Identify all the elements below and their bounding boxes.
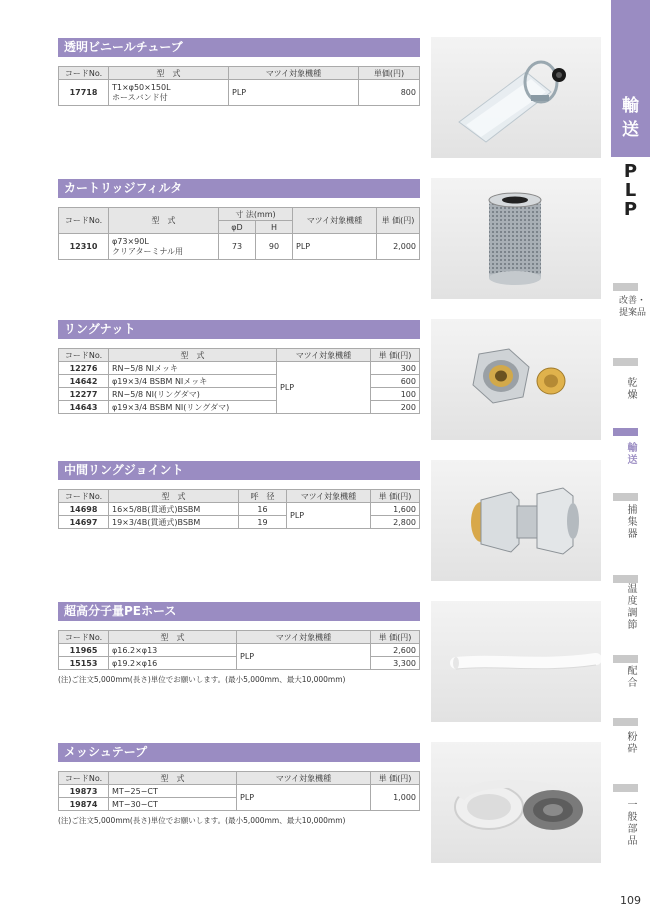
tab-marker <box>613 718 638 726</box>
tab-blending[interactable]: 配 合 <box>627 666 638 689</box>
col-dimensions: 寸 法(mm) <box>219 208 293 221</box>
col-code: コードNo. <box>59 208 109 234</box>
model-cell: φ19.2×φ16 <box>109 657 237 670</box>
section-title: リングナット <box>58 320 420 339</box>
price-cell: 2,600 <box>371 644 420 657</box>
pe-hose-photo <box>431 601 601 722</box>
tab-marker <box>613 358 638 366</box>
tab-marker <box>613 283 638 291</box>
model-cell: φ73×90L クリアターミナル用 <box>109 234 219 260</box>
col-diameter: φD <box>219 221 256 234</box>
side-active-category: 輸 送 <box>611 0 650 157</box>
table-row <box>59 644 420 657</box>
order-note: (注)ご注文5,000mm(長さ)単位でお願いします。(最小5,000mm、最大10,000mm) <box>58 816 346 825</box>
section-title: メッシュテープ <box>58 743 420 762</box>
model-cell: 19×3/4B(貫通式)BSBM <box>109 516 239 529</box>
product-table <box>58 630 420 670</box>
section-title: 中間リングジョイント <box>58 461 420 480</box>
col-model: 型 式 <box>109 67 229 80</box>
price-cell: 300 <box>371 362 420 375</box>
diameter-cell: 73 <box>219 234 256 260</box>
code-cell: 12277 <box>59 388 109 401</box>
vinyl-tube-photo <box>431 37 601 158</box>
tab-marker <box>613 655 638 663</box>
model-cell: 16×5/8B(貫通式)BSBM <box>109 503 239 516</box>
table-row <box>59 362 420 375</box>
cartridge-filter-photo <box>431 178 601 299</box>
ring-nut-photo <box>431 319 601 440</box>
col-model: 型 式 <box>109 349 277 362</box>
col-model: 型 式 <box>109 490 239 503</box>
col-price: 単 価(円) <box>371 490 420 503</box>
machine-cell: PLP <box>287 503 371 529</box>
code-cell: 15153 <box>59 657 109 670</box>
section-pe-hose <box>58 602 420 685</box>
col-size: 呼 径 <box>239 490 287 503</box>
tab-marker <box>613 784 638 792</box>
code-cell: 12276 <box>59 362 109 375</box>
price-cell: 600 <box>371 375 420 388</box>
product-table <box>58 207 420 260</box>
section-mesh-tape <box>58 743 420 826</box>
product-table <box>58 66 420 106</box>
machine-cell: PLP <box>237 785 371 811</box>
model-cell: RN−5/8 NIメッキ <box>109 362 277 375</box>
price-cell: 1,600 <box>371 503 420 516</box>
code-cell: 14697 <box>59 516 109 529</box>
col-machine: マツイ対象機種 <box>237 772 371 785</box>
code-cell: 14642 <box>59 375 109 388</box>
section-cartridge-filter <box>58 179 420 260</box>
price-cell: 800 <box>359 80 420 106</box>
col-model: 型 式 <box>109 772 237 785</box>
side-plp-label: P L P <box>623 161 638 220</box>
tab-kaizen[interactable]: 改善・ 提案品 <box>618 296 646 318</box>
model-cell: T1×φ50×150L ホースバンド付 <box>109 80 229 106</box>
price-cell: 200 <box>371 401 420 414</box>
table-row <box>59 503 420 516</box>
tab-transport[interactable]: 輸 送 <box>627 443 638 466</box>
price-cell: 2,800 <box>371 516 420 529</box>
model-cell: RN−5/8 NI(リングダマ) <box>109 388 277 401</box>
section-vinyl-tube <box>58 38 420 106</box>
price-cell: 100 <box>371 388 420 401</box>
col-machine: マツイ対象機種 <box>229 67 359 80</box>
code-cell: 17718 <box>59 80 109 106</box>
tab-collector[interactable]: 捕 集 器 <box>627 505 638 540</box>
tab-temperature[interactable]: 温 度 調 節 <box>627 584 638 631</box>
col-machine: マツイ対象機種 <box>277 349 371 362</box>
machine-cell: PLP <box>277 362 371 414</box>
table-row <box>59 80 420 106</box>
page-number: 109 <box>620 894 641 907</box>
col-model: 型 式 <box>109 208 219 234</box>
col-price: 単価(円) <box>359 67 420 80</box>
code-cell: 12310 <box>59 234 109 260</box>
price-cell: 3,300 <box>371 657 420 670</box>
col-code: コードNo. <box>59 349 109 362</box>
col-model: 型 式 <box>109 631 237 644</box>
col-machine: マツイ対象機種 <box>287 490 371 503</box>
tab-general-parts[interactable]: 一 般 部 品 <box>627 800 638 847</box>
code-cell: 11965 <box>59 644 109 657</box>
model-cell: MT−25−CT <box>109 785 237 798</box>
product-table <box>58 771 420 811</box>
col-price: 単 価(円) <box>377 208 420 234</box>
product-table <box>58 489 420 529</box>
size-cell: 19 <box>239 516 287 529</box>
price-cell: 1,000 <box>371 785 420 811</box>
height-cell: 90 <box>256 234 293 260</box>
section-title: 超高分子量PEホース <box>58 602 420 621</box>
col-price: 単 価(円) <box>371 631 420 644</box>
model-cell: MT−30−CT <box>109 798 237 811</box>
table-row <box>59 785 420 798</box>
section-ring-joint <box>58 461 420 529</box>
code-cell: 19874 <box>59 798 109 811</box>
col-price: 単 価(円) <box>371 772 420 785</box>
table-row <box>59 234 420 260</box>
machine-cell: PLP <box>229 80 359 106</box>
col-machine: マツイ対象機種 <box>293 208 377 234</box>
col-code: コードNo. <box>59 772 109 785</box>
col-height: H <box>256 221 293 234</box>
section-title: カートリッジフィルタ <box>58 179 420 198</box>
tab-drying[interactable]: 乾 燥 <box>627 378 638 401</box>
tab-marker <box>613 493 638 501</box>
machine-cell: PLP <box>293 234 377 260</box>
section-title: 透明ビニールチューブ <box>58 38 420 57</box>
model-cell: φ16.2×φ13 <box>109 644 237 657</box>
code-cell: 14698 <box>59 503 109 516</box>
code-cell: 14643 <box>59 401 109 414</box>
model-cell: φ19×3/4 BSBM NIメッキ <box>109 375 277 388</box>
section-ring-nut <box>58 320 420 414</box>
model-cell: φ19×3/4 BSBM NI(リングダマ) <box>109 401 277 414</box>
tab-marker-active <box>613 428 638 436</box>
tab-grinding[interactable]: 粉 砕 <box>627 732 638 755</box>
code-cell: 19873 <box>59 785 109 798</box>
col-code: コードNo. <box>59 490 109 503</box>
machine-cell: PLP <box>237 644 371 670</box>
col-code: コードNo. <box>59 631 109 644</box>
product-table <box>58 348 420 414</box>
tab-marker <box>613 575 638 583</box>
price-cell: 2,000 <box>377 234 420 260</box>
col-code: コードNo. <box>59 67 109 80</box>
size-cell: 16 <box>239 503 287 516</box>
mesh-tape-photo <box>431 742 601 863</box>
ring-joint-photo <box>431 460 601 581</box>
col-machine: マツイ対象機種 <box>237 631 371 644</box>
order-note: (注)ご注文5,000mm(長さ)単位でお願いします。(最小5,000mm、最大10,000mm) <box>58 675 346 684</box>
col-price: 単 価(円) <box>371 349 420 362</box>
